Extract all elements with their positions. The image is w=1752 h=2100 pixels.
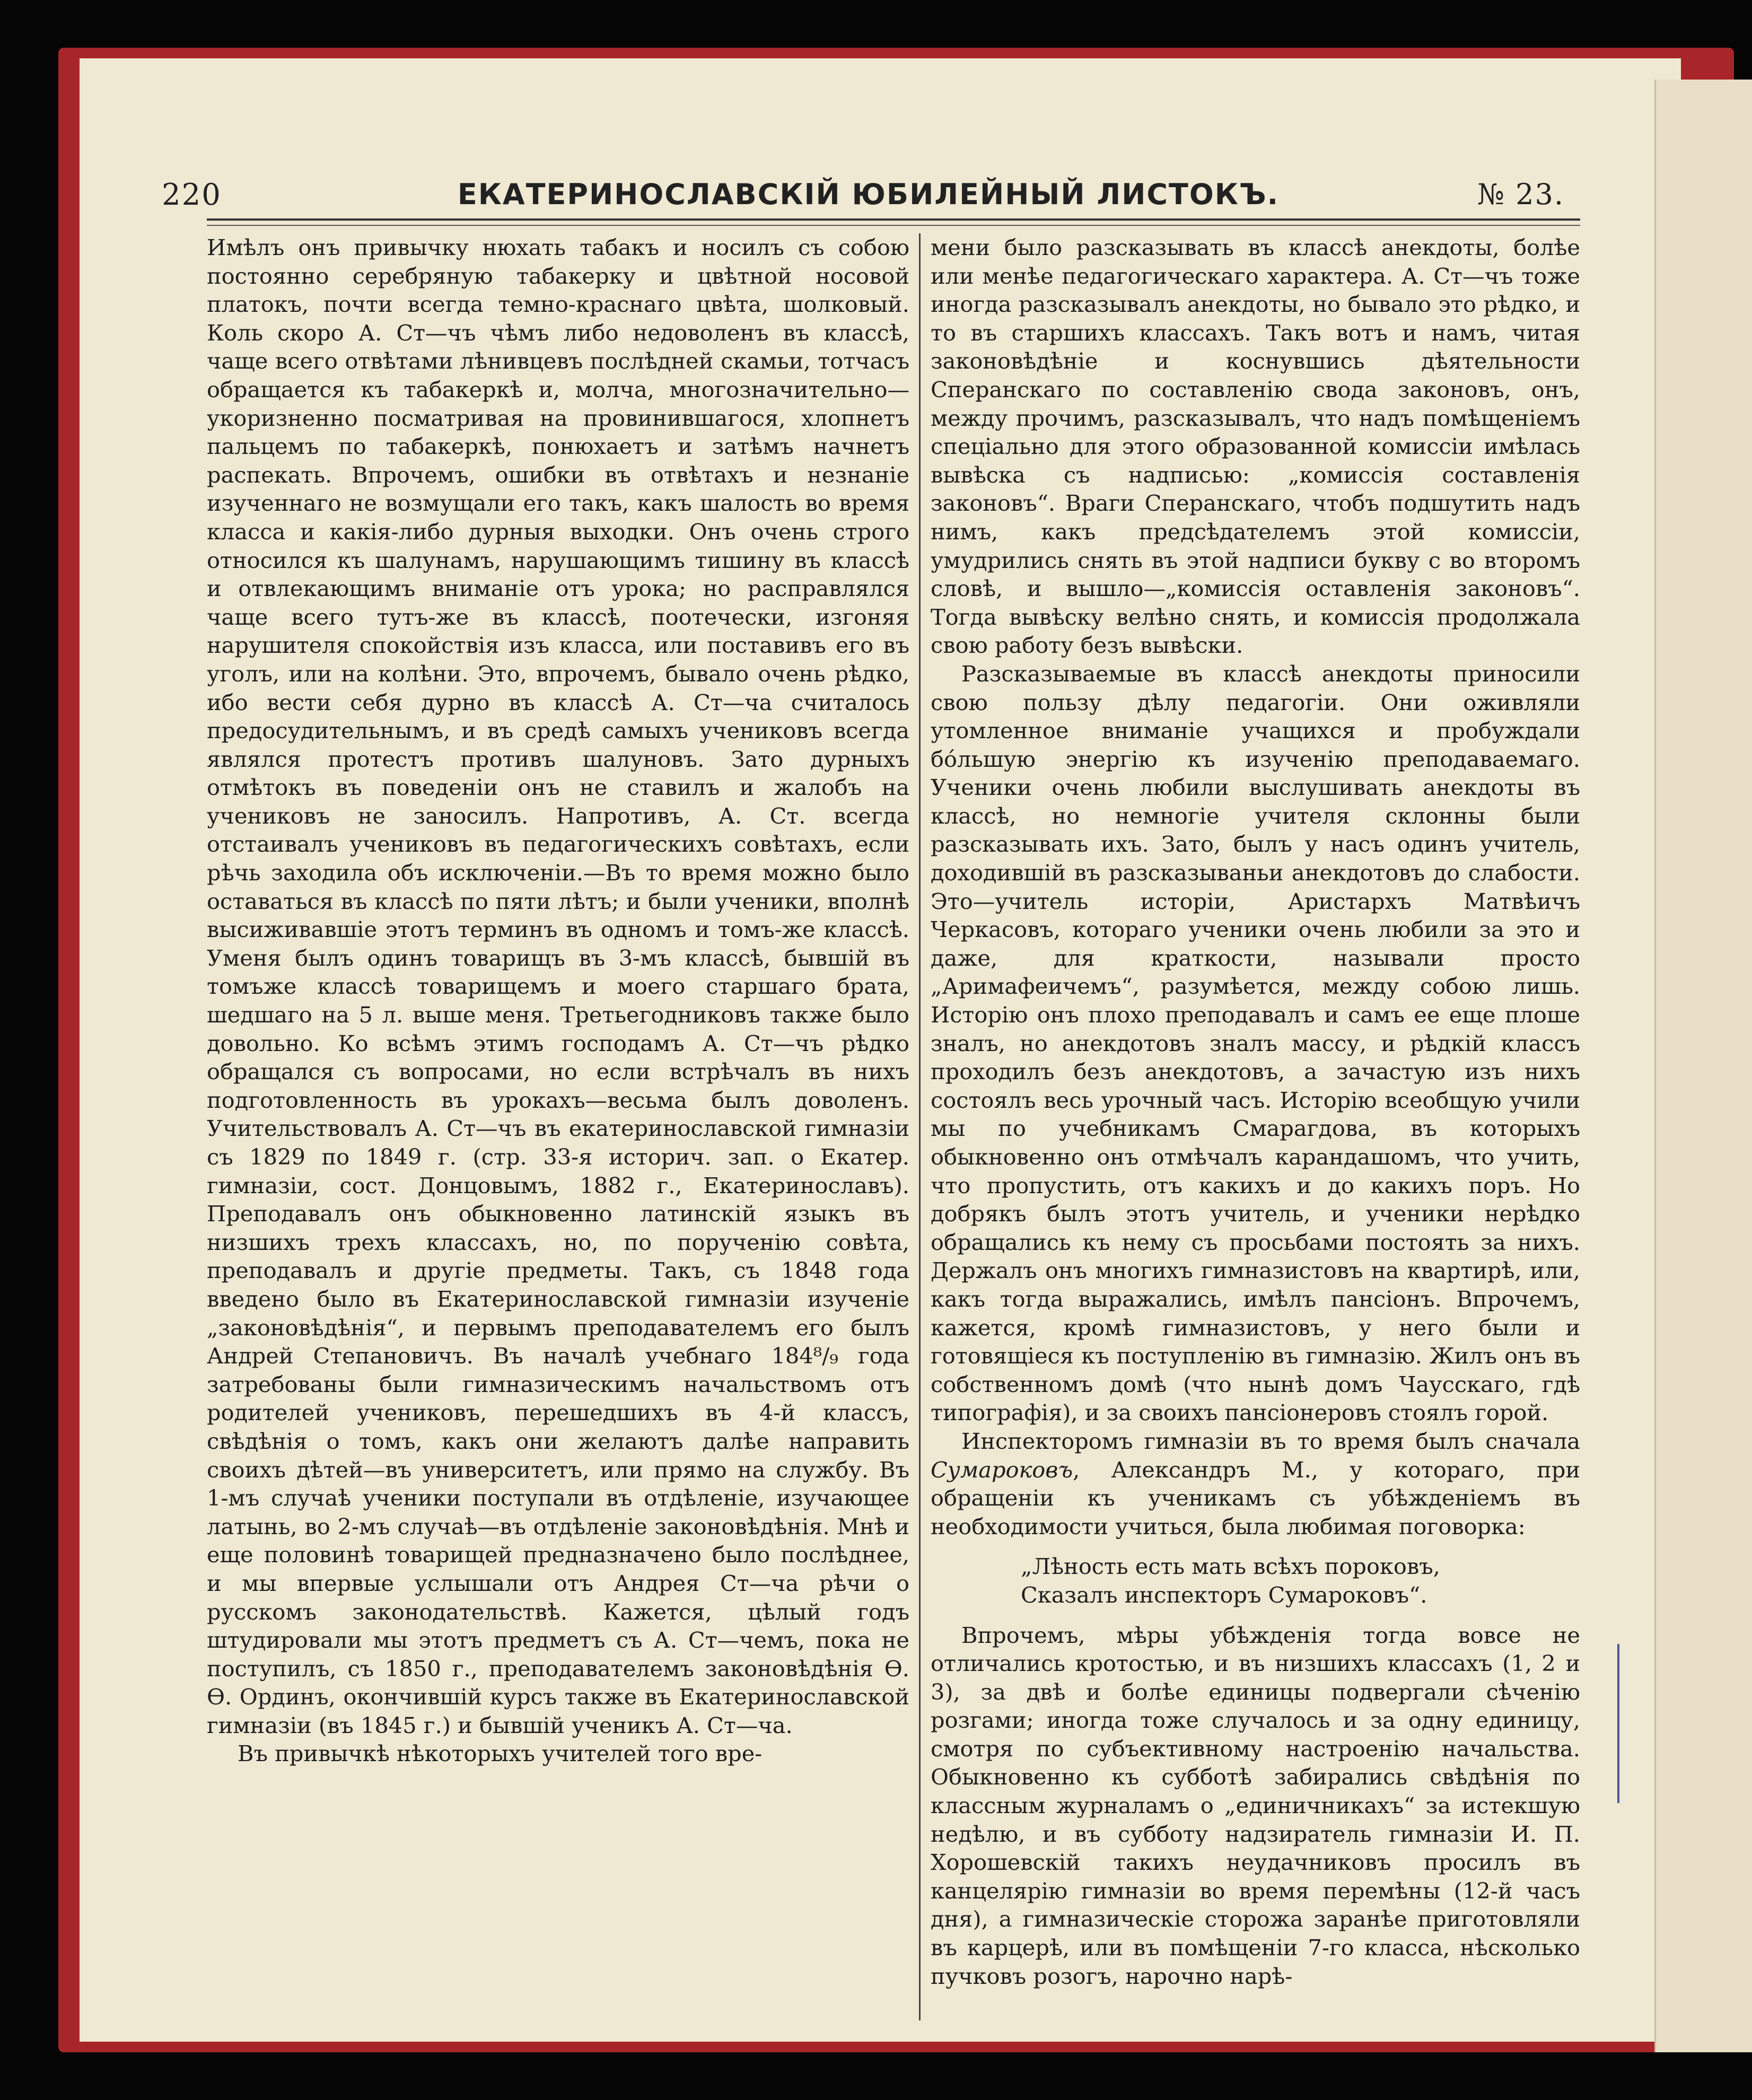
paragraph-text: , Александръ М., у котораго, при обращеніи къ ученикамъ съ убѣжденіемъ въ необходимости учиться, была любимая поговорка: bbox=[931, 1456, 1580, 1539]
header-rule bbox=[207, 218, 1580, 221]
inspector-name: Сумароковъ bbox=[931, 1456, 1073, 1483]
left-column bbox=[207, 233, 909, 2026]
right-column bbox=[931, 233, 1580, 2026]
facing-page-edge bbox=[1654, 80, 1752, 2052]
issue-number: № 23. bbox=[1477, 178, 1564, 211]
paragraph: Впрочемъ, мѣры убѣжденія тогда вовсе не отличались кротостью, и въ низшихъ классахъ (1, 2 и 3), за двѣ и болѣе единицы подвергали сѣченію розгами; иногда тоже случалось и за одну единицу, смотря по субъективному настроенію начальства. Обыкновенно къ субботѣ забирались свѣдѣнія по классным журналамъ о „единичникахъ“ за истекшую недѣлю, и въ субботу надзиратель гимназіи И. П. Хорошевскій такихъ неудачниковъ просилъ въ канцелярію гимназіи во время перемѣны (12-й часъ дня), а гимназическіе сторожа заранѣе приготовляли въ карцерѣ, или въ помѣщеніи 7-го класса, нѣсколько пучковъ розогъ, нарочно нарѣ- bbox=[931, 1622, 1580, 1989]
verse-line: Сказалъ инспекторъ Сумароковъ“. bbox=[1021, 1581, 1427, 1608]
paragraph: мени было разсказывать въ классѣ анекдоты, болѣе или менѣе педагогическаго характера. А. Ст—чъ тоже иногда разсказывалъ анекдоты, но бывало это рѣдко, и то въ старшихъ классахъ. Такъ вотъ и намъ, читая законовѣдѣніе и коснувшись дѣятельности Сперанскаго по составленію свода законовъ, онъ, между прочимъ, разсказывалъ, что надъ помѣщеніемъ спеціально для этого образованной комиссіи имѣлась вывѣска съ надписью: „комиссія составленія законовъ“. Враги Сперанскаго, чтобъ подшутить надъ нимъ, какъ предсѣдателемъ этой комиссіи, умудрились снять въ этой надписи букву с во второмъ словѣ, и вышло—„комиссія оставленія законовъ“. Тогда вывѣску велѣно снять, и комиссія продолжала свою работу безъ вывѣски. bbox=[931, 234, 1580, 659]
paragraph: Имѣлъ онъ привычку нюхать табакъ и носилъ съ собою постоянно серебряную табакерку и цвѣтной носовой платокъ, почти всегда темно-краснаго цвѣта, шолковый. Коль скоро А. Ст—чъ чѣмъ либо недоволенъ въ классѣ, чаще всего отвѣтами лѣнивцевъ послѣдней скамьи, тотчасъ обращается къ табакеркѣ и, молча, многозначительно—укоризненно посматривая на провинившагося, хлопнетъ пальцемъ по табакеркѣ, понюхаетъ и затѣмъ начнетъ распекать. Впрочемъ, ошибки въ отвѣтахъ и незнаніе изученнаго не возмущали его такъ, какъ шалость во время класса и какія-либо дурныя выходки. Онъ очень строго относился къ шалунамъ, нарушающимъ тишину въ классѣ и отвлекающимъ вниманіе отъ урока; но расправлялся чаще всего тутъ-же въ классѣ, поотечески, изгоняя нарушителя спокойствія изъ класса, или поставивъ его въ уголъ, или на колѣни. Это, впрочемъ, бывало очень рѣдко, ибо вести себя дурно въ классѣ А. Ст—ча считалось предосудительнымъ, и въ средѣ самыхъ учениковъ всегда являлся протестъ противъ шалуновъ. Зато дурныхъ отмѣтокъ въ поведеніи онъ не ставилъ и жалобъ на учениковъ не заносилъ. Напротивъ, А. Ст. всегда отстаивалъ учениковъ въ педагогическихъ совѣтахъ, если рѣчь заходила объ исключеніи.—Въ то время можно было оставаться въ классѣ по пяти лѣтъ; и были ученики, вполнѣ высиживавшіе этотъ терминъ въ одномъ и томъ-же классѣ. Уменя былъ одинъ товарищъ въ 3-мъ классѣ, бывшій въ томъже классѣ товарищемъ и моего старшаго брата, шедшаго на 5 л. выше меня. Третьегодниковъ также было довольно. Ко всѣмъ этимъ господамъ А. Ст—чъ рѣдко обращался съ вопросами, но если встрѣчалъ въ нихъ подготовленность въ урокахъ—весьма былъ доволенъ. Учительствовалъ А. Ст—чъ въ екатеринославской гимназіи съ 1829 по 1849 г. (стр. 33-я историч. зап. о Екатер. гимназіи, сост. Донцовымъ, 1882 г., Екатеринославъ). Преподавалъ онъ обыкновенно латинскій языкъ въ низшихъ трехъ классахъ, но, по порученію совѣта, преподавалъ и другіе предметы. Такъ, съ 1848 года введено было въ Екатеринославской гимназіи изученіе „законовѣдѣнія“, и первымъ преподавателемъ его былъ Андрей Степановичъ. Въ началѣ учебнаго 184⁸/₉ года затребованы были гимназическимъ начальствомъ отъ родителей учениковъ, перешедшихъ въ 4-й классъ, свѣдѣнія о томъ, какъ они желаютъ далѣе направить своихъ дѣтей—въ университетъ, или прямо на службу. Въ 1-мъ случаѣ ученики поступали въ отдѣленіе, изучающее латынь, во 2-мъ случаѣ—въ отдѣленіе законовѣдѣнія. Мнѣ и еще половинѣ товарищей предназначено было послѣднее, и мы впервые услышали отъ Андрея Ст—ча рѣчи о русскомъ законодательствѣ. Кажется, цѣлый годъ штудировали мы этотъ предметъ съ А. Ст—чемъ, пока не поступилъ, съ 1850 г., преподавателемъ законовѣдѣнія Ѳ. Ѳ. Ординъ, окончившій курсъ также въ Екатеринославской гимназіи (въ 1845 г.) и бывшій ученикъ А. Ст—ча. bbox=[207, 234, 909, 1738]
quoted-verse bbox=[1021, 1552, 1580, 1609]
header-rule-thin bbox=[207, 225, 1580, 226]
verse-line: „Лѣность есть мать всѣхъ пороковъ, bbox=[1021, 1553, 1440, 1580]
paragraph: Въ привычкѣ нѣкоторыхъ учителей того вре- bbox=[238, 1740, 763, 1767]
column-divider bbox=[919, 233, 921, 2020]
journal-title: ЕКАТЕРИНОСЛАВСКІЙ ЮБИЛЕЙНЫЙ ЛИСТОКЪ. bbox=[457, 178, 1280, 211]
page-number: 220 bbox=[162, 178, 222, 212]
paragraph-text: Инспекторомъ гимназіи въ то время былъ сначала bbox=[961, 1428, 1580, 1454]
paragraph: Разсказываемые въ классѣ анекдоты приносили свою пользу дѣлу педагогіи. Они оживляли утомленное вниманіе учащихся и пробуждали бо́льшую энергію къ изученію преподаваемаго. Ученики очень любили выслушивать анекдоты въ классѣ, но немногіе учителя склонны были разсказывать ихъ. Зато, былъ у насъ одинъ учитель, доходившій въ разсказываньи анекдотовъ до слабости. Это—учитель исторіи, Аристархъ Матвѣичъ Черкасовъ, котораго ученики очень любили за это и даже, для краткости, называли просто „Аримафеичемъ“, разумѣется, между собою лишь. Исторію онъ плохо преподавалъ и самъ ее еще плоше зналъ, но анекдотовъ зналъ массу, и рѣдкій классъ проходилъ безъ анекдотовъ, а зачастую изъ нихъ состоялъ весь урочный часъ. Исторію всеобщую учили мы по учебникамъ Смарагдова, въ которыхъ обыкновенно онъ отмѣчалъ карандашомъ, что учить, что пропустить, отъ какихъ и до какихъ поръ. Но добрякъ былъ этотъ учитель, и ученики нерѣдко обращались къ нему съ просьбами постоять за нихъ. Держалъ онъ многихъ гимназистовъ на квартирѣ, или, какъ тогда выражались, имѣлъ пансіонъ. Впрочемъ, кажется, кромѣ гимназистовъ, у него были и готовящіеся къ поступленію въ гимназію. Жилъ онъ въ собственномъ домѣ (что нынѣ домъ Чаусскаго, гдѣ типографія), и за своихъ пансіонеровъ стоялъ горой. bbox=[931, 660, 1580, 1426]
margin-pencil-mark bbox=[1617, 1644, 1619, 1803]
paragraph bbox=[931, 1427, 1580, 1541]
